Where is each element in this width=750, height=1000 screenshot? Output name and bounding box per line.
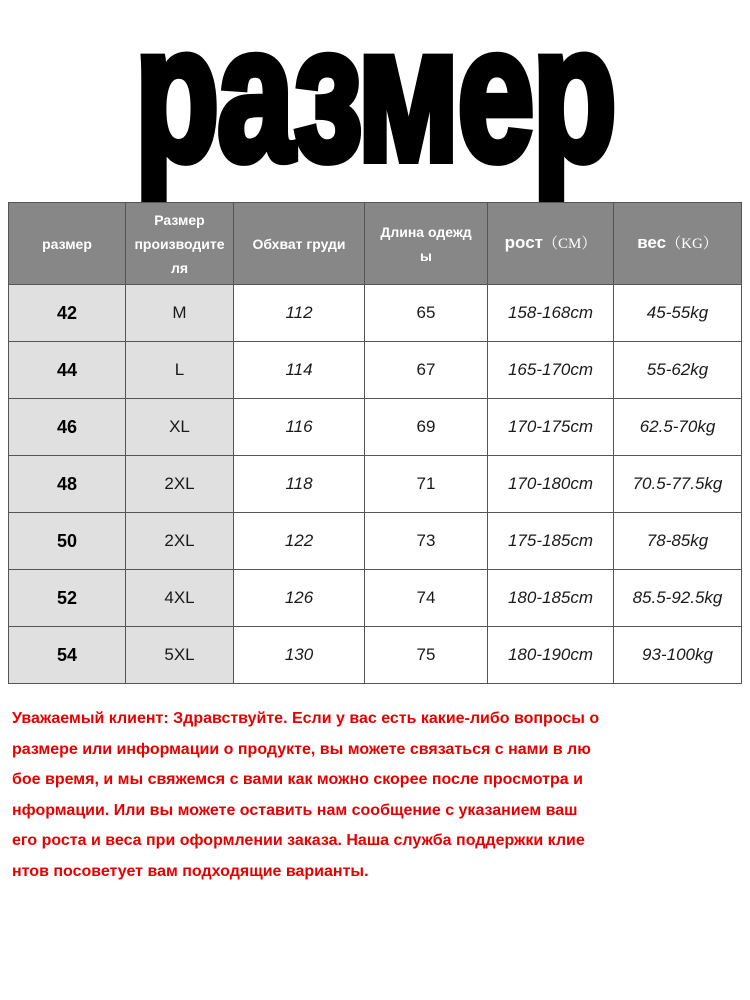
cell-weight: 70.5-77.5kg [614,456,742,513]
cell-manufacturer-size: 4XL [126,570,234,627]
customer-note-line: нформации. Или вы можете оставить нам сообщение с указанием ваш [12,801,578,819]
cell-height: 180-185cm [488,570,614,627]
header-weight-unit: （KG） [666,236,718,252]
header-height-unit: （CM） [542,236,597,252]
table-header-row [9,203,742,285]
cell-length: 74 [365,570,488,627]
cell-chest: 122 [234,513,365,570]
cell-chest: 118 [234,456,365,513]
header-height-label: рост [504,233,543,252]
table-row [9,399,742,456]
cell-length: 75 [365,627,488,684]
table-row [9,627,742,684]
header-size [9,203,126,285]
header-manufacturer-size [126,203,234,285]
customer-note [12,704,738,887]
cell-weight: 93-100kg [614,627,742,684]
cell-chest: 114 [234,342,365,399]
cell-length: 65 [365,285,488,342]
header-chest-line: Обхват груди [252,235,346,252]
cell-length: 71 [365,456,488,513]
cell-size: 42 [9,285,126,342]
cell-height: 175-185cm [488,513,614,570]
cell-weight: 45-55kg [614,285,742,342]
header-length-line: Длина одежд [380,223,472,240]
size-chart-table [8,202,742,684]
customer-note-line: Уважаемый клиент: Здравствуйте. Если у вас есть какие-либо вопросы о [12,710,600,727]
table-row [9,342,742,399]
header-size-line: размер [42,235,92,252]
table-row [9,285,742,342]
cell-manufacturer-size: M [126,285,234,342]
cell-chest: 126 [234,570,365,627]
cell-size: 48 [9,456,126,513]
cell-manufacturer-size: L [126,342,234,399]
cell-weight: 85.5-92.5kg [614,570,742,627]
cell-weight: 62.5-70kg [614,399,742,456]
cell-height: 170-180cm [488,456,614,513]
cell-size: 44 [9,342,126,399]
cell-manufacturer-size: 2XL [126,513,234,570]
cell-length: 73 [365,513,488,570]
customer-note-line: размере или информации о продукте, вы можете связаться с нами в лю [12,740,591,758]
header-chest [234,203,365,285]
cell-manufacturer-size: 2XL [126,456,234,513]
cell-height: 180-190cm [488,627,614,684]
customer-note-line: нтов посоветует вам подходящие варианты. [12,862,369,880]
customer-note-line: его роста и веса при оформлении заказа. Наша служба поддержки клие [12,832,585,849]
page-title-text: размер [135,0,615,201]
table-row [9,570,742,627]
page-title [0,0,750,201]
header-manufacturer-size-line: ля [170,259,189,276]
customer-note-line: бое время, и мы свяжемся с вами как можно скорее после просмотра и [12,771,583,788]
cell-height: 170-175cm [488,399,614,456]
cell-length: 67 [365,342,488,399]
table-row [9,456,742,513]
cell-height: 165-170cm [488,342,614,399]
cell-weight: 55-62kg [614,342,742,399]
cell-manufacturer-size: XL [126,399,234,456]
cell-size: 52 [9,570,126,627]
cell-chest: 130 [234,627,365,684]
header-manufacturer-size-line: производите [134,235,225,252]
cell-chest: 112 [234,285,365,342]
cell-manufacturer-size: 5XL [126,627,234,684]
header-weight-label: вес [637,233,667,252]
table-row [9,513,742,570]
cell-size: 50 [9,513,126,570]
header-height [488,203,614,285]
header-length [365,203,488,285]
header-manufacturer-size-line: Размер [154,211,205,228]
cell-weight: 78-85kg [614,513,742,570]
header-length-line: ы [420,247,432,264]
cell-size: 54 [9,627,126,684]
header-weight [614,203,742,285]
cell-size: 46 [9,399,126,456]
cell-length: 69 [365,399,488,456]
cell-height: 158-168cm [488,285,614,342]
cell-chest: 116 [234,399,365,456]
